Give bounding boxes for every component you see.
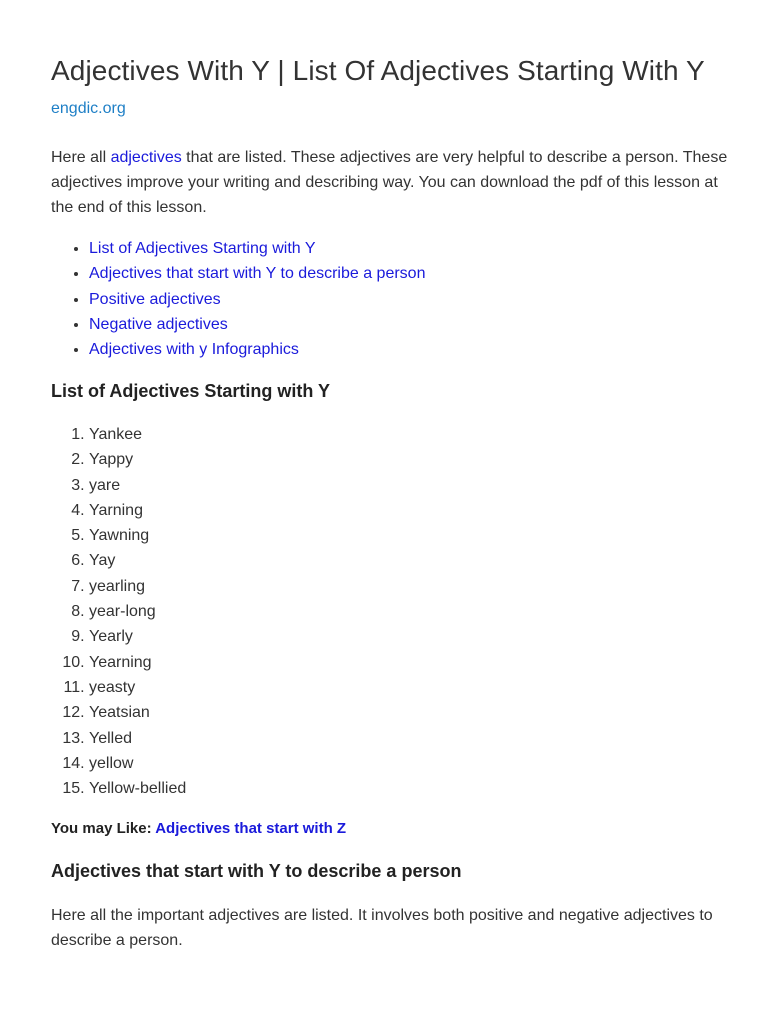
list-item: 4. Yarning <box>89 498 186 523</box>
source-link[interactable]: engdic.org <box>51 100 126 117</box>
list-item: 8. year-long <box>89 599 186 624</box>
toc-link-positive[interactable]: Positive adjectives <box>89 290 221 308</box>
list-item: 14. yellow <box>89 751 186 776</box>
toc-item <box>89 287 425 312</box>
list-item: 12. Yeatsian <box>89 700 186 725</box>
adjective-list <box>51 422 186 801</box>
toc-link-list[interactable]: List of Adjectives Starting with Y <box>89 240 316 257</box>
section-heading-list: List of Adjectives Starting with Y <box>51 381 331 401</box>
intro-paragraph <box>51 145 731 220</box>
section-paragraph: Here all the important adjectives are listed. It involves both positive and negative adjectives to describe a person. <box>51 907 713 949</box>
list-item: 1. Yankee <box>89 422 186 447</box>
list-item: 9. Yearly <box>89 624 186 649</box>
adjectives-link[interactable]: adjectives <box>110 149 182 166</box>
toc-item <box>89 337 425 362</box>
list-item: 3. yare <box>89 473 186 498</box>
list-item: 13. Yelled <box>89 726 186 751</box>
toc-item <box>89 312 425 337</box>
you-may-like-label: You may Like: <box>51 820 152 837</box>
toc-link-infographics[interactable]: Adjectives with y Infographics <box>89 341 299 359</box>
section-heading-describe-person: Adjectives that start with Y to describe a person <box>51 861 462 881</box>
list-item: 6. Yay <box>89 548 186 573</box>
list-item: 2. Yappy <box>89 447 186 472</box>
list-item: 5. Yawning <box>89 523 186 548</box>
page-title: Adjectives With Y | List Of Adjectives Starting With Y <box>51 55 705 86</box>
list-item: 11. yeasty <box>89 675 186 700</box>
toc-item <box>89 236 425 261</box>
table-of-contents <box>51 236 425 362</box>
intro-prefix: Here all <box>51 149 111 166</box>
list-item: 10. Yearning <box>89 650 186 675</box>
list-item: 7. yearling <box>89 574 186 599</box>
you-may-like <box>51 820 346 837</box>
toc-link-negative[interactable]: Negative adjectives <box>89 315 228 333</box>
you-may-like-link[interactable]: Adjectives that start with Z <box>155 820 347 837</box>
intro-suffix: that are listed. These adjectives are very helpful to describe a person. These adjectives improve your writing and describing way. You can download the pdf of this lesson at the end of this lesson. <box>51 149 728 216</box>
list-item: 15. Yellow-bellied <box>89 776 186 801</box>
toc-link-describe-person[interactable]: Adjectives that start with Y to describe a person <box>89 265 426 283</box>
toc-item <box>89 261 425 286</box>
